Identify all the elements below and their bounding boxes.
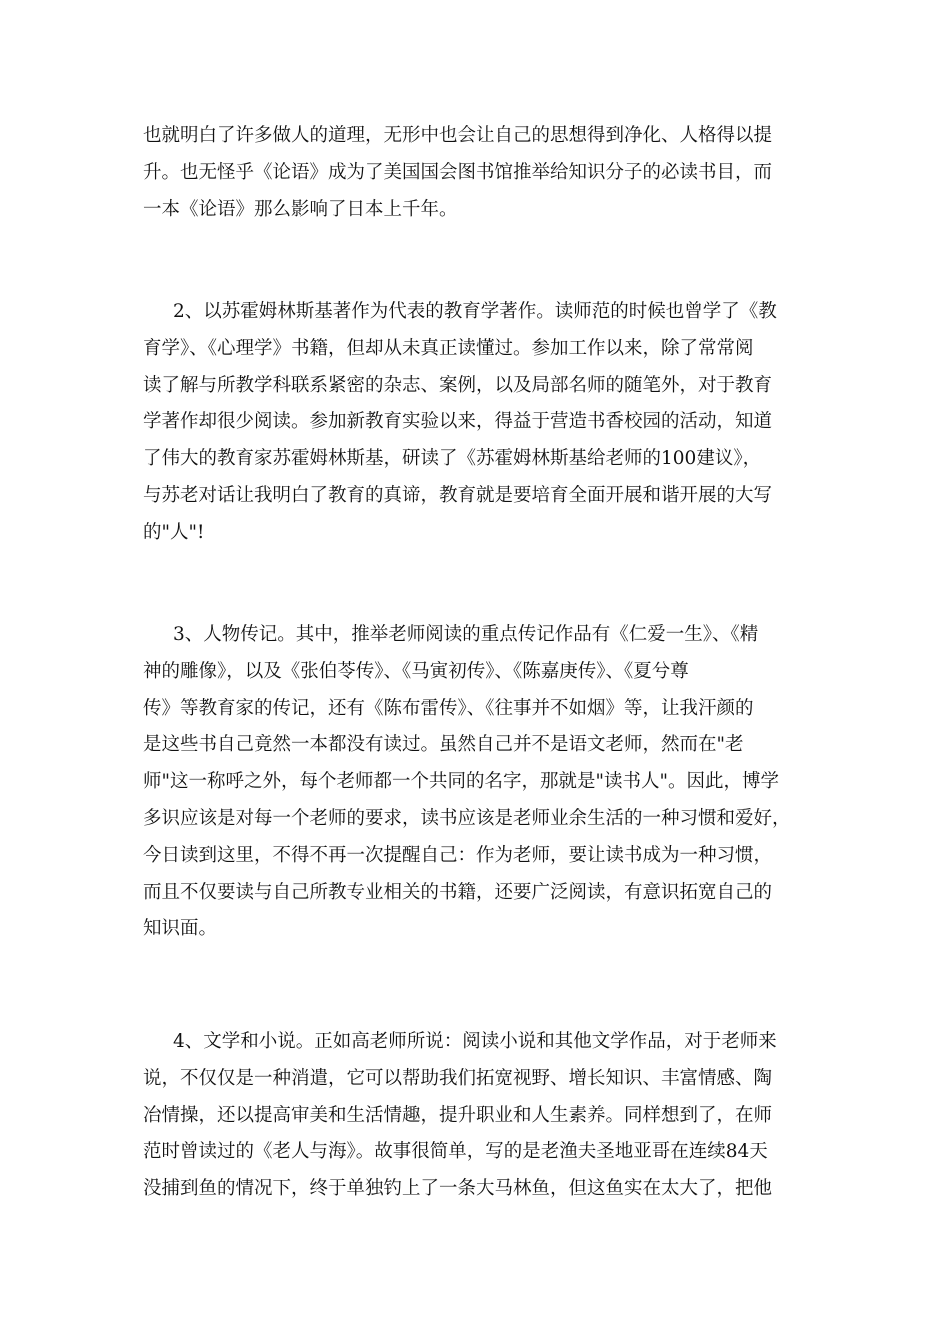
paragraph-line: 2、以苏霍姆林斯基著作为代表的教育学著作。读师范的时候也曾学了《教 [173,301,777,322]
paragraph-line: 师"这一称呼之外，每个老师都一个共同的名字，那就是"读书人"。因此，博学 [143,771,780,793]
paragraph-line: 升。也无怪乎《论语》成为了美国国会图书馆推举给知识分子的必读书目，而 [143,161,773,183]
paragraph-line: 今日读到这里，不得不再一次提醒自己：作为老师，要让读书成为一种习惯， [143,844,773,866]
paragraph-line: 3、人物传记。其中，推举老师阅读的重点传记作品有《仁爱一生》、《精 [173,624,759,645]
paragraph-line: 范时曾读过的《老人与海》。故事很简单，写的是老渔夫圣地亚哥在连续84天 [143,1141,768,1163]
paragraph-1 [143,118,807,228]
paragraph-line: 也就明白了许多做人的道理，无形中也会让自己的思想得到净化、人格得以提 [143,125,773,146]
paragraph-line: 的"人"! [143,521,205,543]
paragraph-line: 与苏老对话让我明白了教育的真谛，教育就是要培育全面开展和谐开展的大写 [143,484,773,506]
paragraph-line: 说，不仅仅是一种消遣，它可以帮助我们拓宽视野、增长知识、丰富情感、陶 [143,1067,773,1089]
paragraph-line: 学著作却很少阅读。参加新教育实验以来，得益于营造书香校园的活动，知道 [143,411,773,433]
paragraph-2 [143,294,807,552]
paragraph-line: 读了解与所教学科联系紧密的杂志、案例，以及局部名师的随笔外，对于教育 [143,374,773,396]
paragraph-line: 冶情操，还以提高审美和生活情趣，提升职业和人生素养。同样想到了，在师 [143,1104,773,1126]
paragraph-line: 育学》、《心理学》书籍，但却从未真正读懂过。参加工作以来，除了常常阅 [143,337,754,359]
paragraph-line: 是这些书自己竟然一本都没有读过。虽然自己并不是语文老师，然而在"老 [143,734,744,756]
paragraph-3 [143,617,807,948]
paragraph-line: 了伟大的教育家苏霍姆林斯基，研读了《苏霍姆林斯基给老师的100建议》， [143,448,762,470]
paragraph-4 [143,1024,807,1208]
paragraph-line: 没捕到鱼的情况下，终于单独钓上了一条大马林鱼，但这鱼实在太大了，把他 [143,1178,773,1200]
paragraph-line: 神的雕像》，以及《张伯苓传》、《马寅初传》、《陈嘉庚传》、《夏兮尊 [143,660,689,682]
paragraph-line: 4、文学和小说。正如高老师所说：阅读小说和其他文学作品，对于老师来 [173,1031,777,1052]
paragraph-line: 知识面。 [143,918,218,940]
paragraph-line: 多识应该是对每一个老师的要求，读书应该是老师业余生活的一种习惯和爱好， [143,807,791,829]
paragraph-line: 一本《论语》那么影响了日本上千年。 [143,198,458,220]
paragraph-line: 传》等教育家的传记，还有《陈布雷传》、《往事并不如烟》等，让我汗颜的 [143,697,754,719]
paragraph-line: 而且不仅要读与自己所教专业相关的书籍，还要广泛阅读，有意识拓宽自己的 [143,881,773,903]
